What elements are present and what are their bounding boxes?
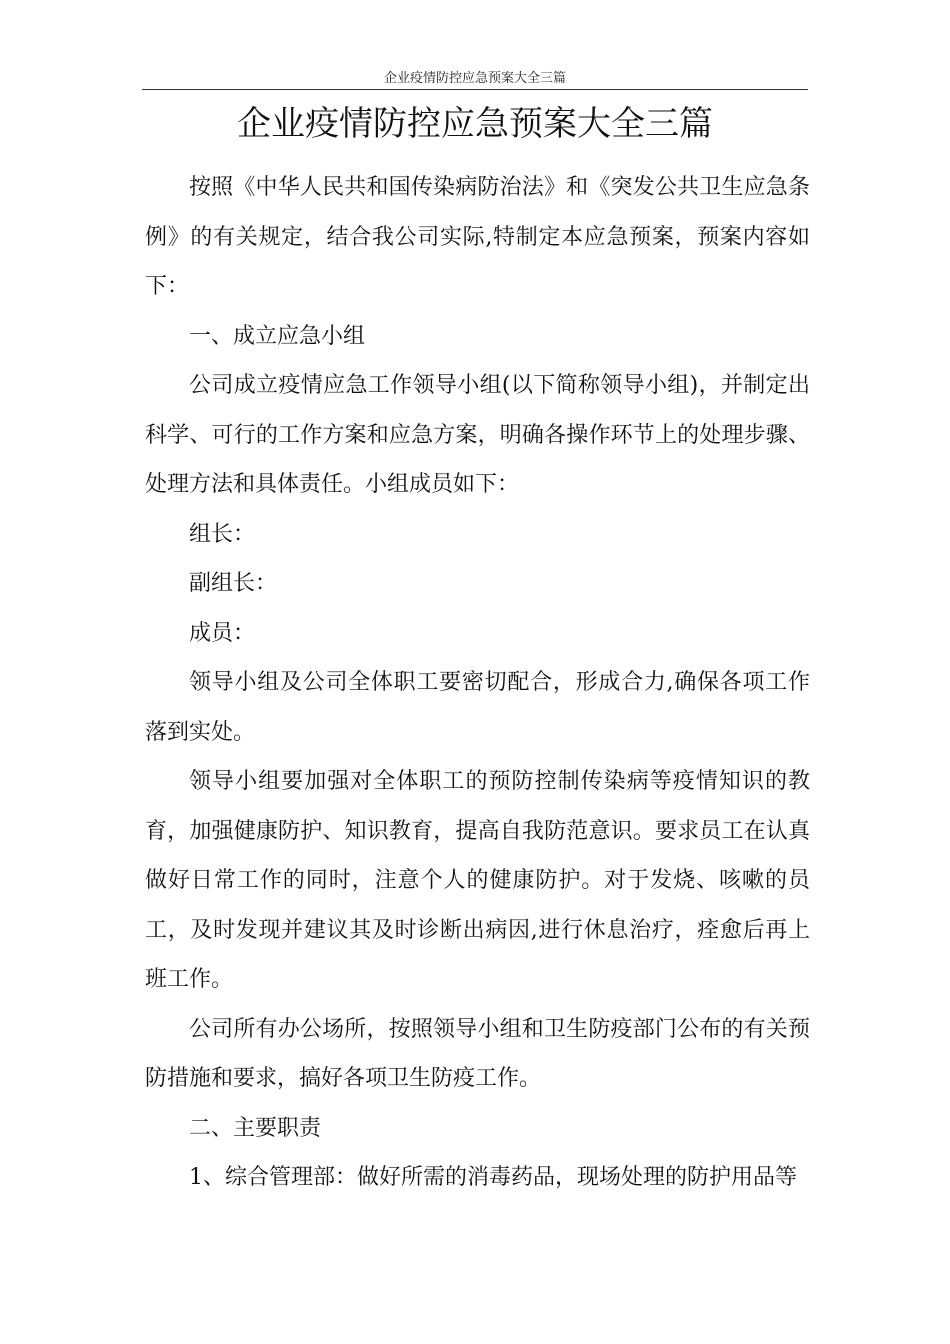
paragraph-intro: 按照《中华人民共和国传染病防治法》和《突发公共卫生应急条例》的有关规定，结合我公司实际,特制定本应急预案，预案内容如下： — [145, 175, 810, 299]
paragraph-education: 领导小组要加强对全体职工的预防控制传染病等疫情知识的教育，加强健康防护、知识教育，提高自我防范意识。要求员工在认真做好日常工作的同时，注意个人的健康防护。对于发烧、咳嗽的员工，及时发现并建议其及时诊断出病因,进行休息治疗，痊愈后再上班工作。 — [145, 769, 810, 992]
document-body — [145, 163, 810, 1203]
paragraph-duty-1: 1、综合管理部：做好所需的消毒药品，现场处理的防护用品等 — [189, 1165, 797, 1190]
paragraph-office-hygiene: 公司所有办公场所，按照领导小组和卫生防疫部门公布的有关预防措施和要求，搞好各项卫生防疫工作。 — [145, 1016, 810, 1091]
team-deputy-line: 副组长： — [189, 571, 278, 596]
section-heading-1: 一、成立应急小组 — [189, 323, 366, 349]
section-heading-2: 二、主要职责 — [189, 1115, 322, 1141]
team-leader-line: 组长： — [189, 521, 256, 547]
header-divider — [142, 89, 808, 90]
running-header: 企业疫情防控应急预案大全三篇 — [383, 71, 566, 86]
paragraph-team-setup: 公司成立疫情应急工作领导小组(以下简称领导小组)，并制定出科学、可行的工作方案和应急方案，明确各操作环节上的处理步骤、处理方法和具体责任。小组成员如下： — [145, 373, 810, 497]
paragraph-cooperation: 领导小组及公司全体职工要密切配合，形成合力,确保各项工作落到实处。 — [145, 670, 810, 745]
team-members-line: 成员： — [189, 620, 256, 646]
document-title: 企业疫情防控应急预案大全三篇 — [237, 104, 713, 144]
